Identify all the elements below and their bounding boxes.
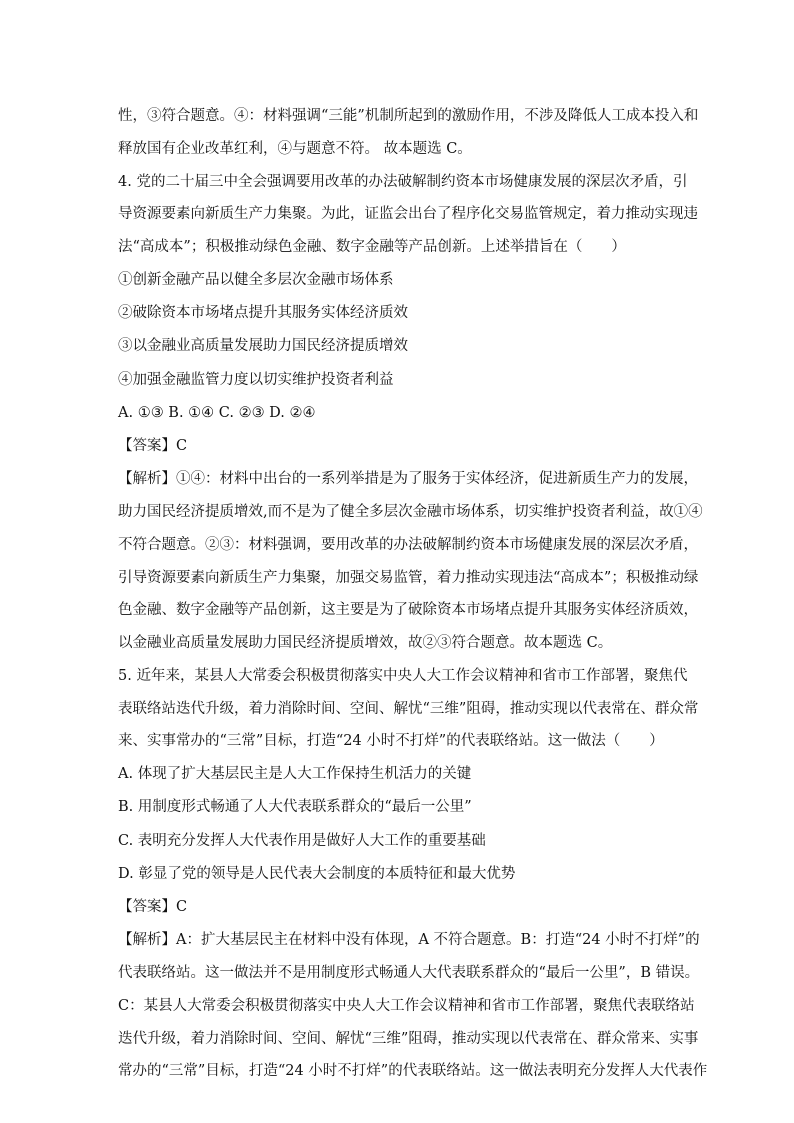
question-5-analysis: C：某县人大常委会积极贯彻落实中央人大工作会议精神和省市工作部署，聚焦代表联络站 [118, 997, 695, 1014]
question-4-analysis: 色金融、数字金融等产品创新，这主要是为了破除资本市场堵点提升其服务实体经济质效， [118, 602, 698, 619]
question-4-analysis: 助力国民经济提质增效,而不是为了健全多层次金融市场体系，切实维护投资者利益，故①④ [118, 503, 703, 520]
question-4-stem: 法“高成本”；积极推动绿色金融、数字金融等产品创新。上述举措旨在（ ） [118, 239, 626, 256]
question-5-option-b: B. 用制度形式畅通了人大代表联系群众的“最后一公里” [118, 799, 472, 816]
question-5-analysis: 代表联络站。这一做法并不是用制度形式畅通人大代表联系群众的“最后一公里”，B 错误。 [118, 965, 700, 982]
question-4-statement: ②破除资本市场堵点提升其服务实体经济质效 [118, 305, 408, 322]
question-5-option-a: A. 体现了扩大基层民主是人大工作保持生机活力的关键 [118, 766, 472, 783]
question-4-analysis: 以金融业高质量发展助力国民经济提质增效，故②③符合题意。故本题选 C。 [118, 635, 613, 652]
question-5-analysis: 常办的“三常”目标，打造“24 小时不打烊”的代表联络站。这一做法表明充分发挥人大代表作 [118, 1063, 708, 1080]
question-4-analysis: 【解析】①④：材料中出台的一系列举措是为了服务于实体经济，促进新质生产力的发展， [118, 471, 698, 488]
question-4-analysis: 引导资源要素向新质生产力集聚，加强交易监管，着力推动实现违法“高成本”；积极推动绿 [118, 569, 699, 586]
question-4-statement: ①创新金融产品以健全多层次金融市场体系 [118, 271, 394, 288]
question-4-statement: ④加强金融监管力度以切实维护投资者利益 [118, 371, 394, 388]
question-4-stem: 4. 党的二十届三中全会强调要用改革的办法破解制约资本市场健康发展的深层次矛盾，引 [118, 173, 688, 190]
question-5-option-c: C. 表明充分发挥人大代表作用是做好人大工作的重要基础 [118, 832, 486, 849]
question-4-analysis: 不符合题意。②③：材料强调，要用改革的办法破解制约资本市场健康发展的深层次矛盾， [118, 536, 698, 553]
question-5-analysis: 迭代升级，着力消除时间、空间、解忧“三维”阻碍，推动实现以代表常在、群众常来、实事 [118, 1030, 699, 1047]
question-4-choices: A. ①③ B. ①④ C. ②③ D. ②④ [118, 404, 316, 421]
question-5-stem: 表联络站迭代升级，着力消除时间、空间、解忧“三维”阻碍，推动实现以代表常在、群众常 [118, 700, 699, 717]
question-5-stem: 5. 近年来，某县人大常委会积极贯彻落实中央人大工作会议精神和省市工作部署，聚焦代 [118, 667, 688, 684]
question-4-stem: 导资源要素向新质生产力集聚。为此，证监会出台了程序化交易监管规定，着力推动实现违 [118, 206, 698, 223]
question-5-analysis: 【解析】A：扩大基层民主在材料中没有体现，A 不符合题意。B：打造“24 小时不打烊”的 [118, 932, 700, 949]
question-4-answer: 【答案】C [118, 437, 188, 454]
question-5-stem: 来、实事常办的“三常”目标，打造“24 小时不打烊”的代表联络站。这一做法（ ） [118, 733, 664, 750]
text-line: 释放国有企业改革红利，④与题意不符。 故本题选 C。 [118, 140, 472, 157]
question-5-option-d: D. 彰显了党的领导是人民代表大会制度的本质特征和最大优势 [118, 865, 516, 882]
question-4-statement: ③以金融业高质量发展助力国民经济提质增效 [118, 338, 408, 355]
question-5-answer: 【答案】C [118, 899, 188, 916]
text-line: 性，③符合题意。④：材料强调“三能”机制所起到的激励作用，不涉及降低人工成本投入和 [118, 108, 699, 124]
